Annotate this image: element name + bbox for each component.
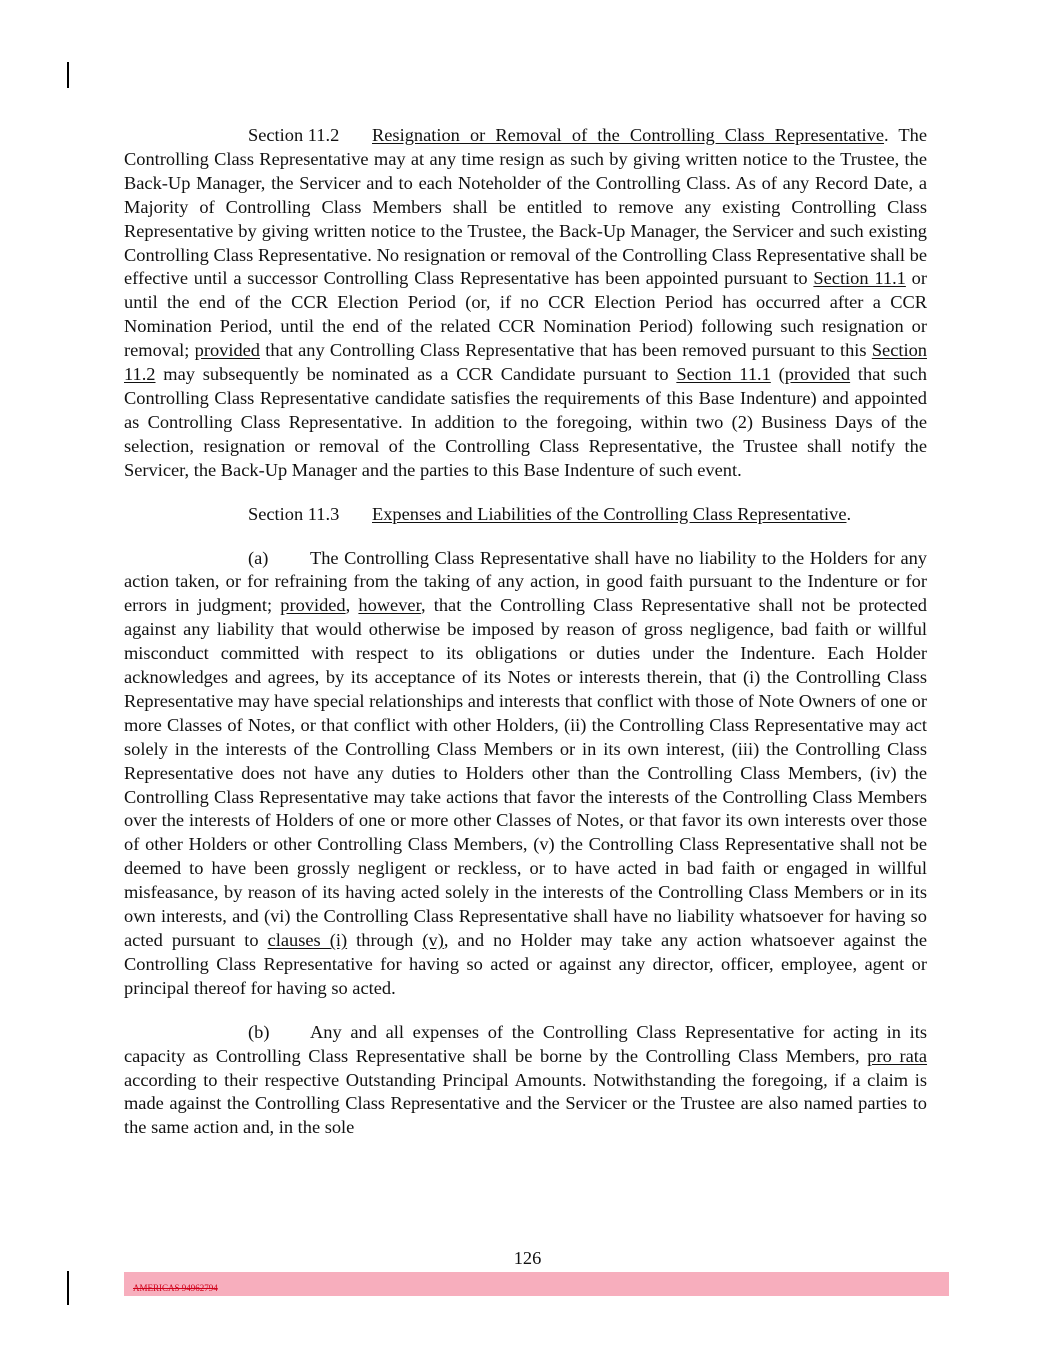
cross-reference: Section 11.1 xyxy=(676,364,771,385)
paragraph-b-text: Any and all expenses of the Controlling Class Representative for acting in its capacity as Controlling Class Representative shall be borne by the Controlling Class Members, xyxy=(124,1021,927,1066)
section-11-2-text: that such Controlling Class Representative candidate satisfies the requirements of this Base Indenture) and appointed as Controlling Class Representative. In addition to the foregoing, within two (2) Business Days of the selection, resignation or removal of the Controlling Class Representative, the Trustee shall notify the Servicer, the Back-Up Manager and the parties to this Base Indenture of such event. xyxy=(124,364,927,480)
section-11-2-number: Section 11.2 xyxy=(248,125,340,145)
revision-bar-bottom xyxy=(67,1271,69,1305)
section-11-2-text: ( xyxy=(770,364,785,385)
latin-term: pro rata xyxy=(867,1045,928,1066)
paragraph-a: (a) The Controlling Class Representative shall have no liability to the Holders for any action taken, or for refraining from the taking of any action, in good faith pursuant to the Indenture or for errors in judgment; provided, however, that the Controlling Class Representative shall not be protected against any liability that would otherwise be imposed by reason of gross negligence, bad faith or willful misconduct committed with respect to its obligations or duties under the Indenture. Each Holder acknowledges and agrees, by its acceptance of its Notes or interests therein, that (i) the Controlling Class Representative may have special relationships and interests that conflict with those of Note Owners of one or more Classes of Notes, or that conflict with other Holders, (ii) the Controlling Class Representative may act solely in the interests of the Controlling Class Members or in its own interest, (iii) the Controlling Class Representative does not have any duties to Holders other than the Controlling Class Members, (iv) the Controlling Class Representative may take actions that favor the interests of the Controlling Class Members over the interests of Holders of one or more other Classes of Notes, or that favor its own interests over those of other Holders or other Controlling Class Members, (v) the Controlling Class Representative shall not be deemed to have been grossly negligent or reckless, or to have acted in bad faith or engaged in willful misfeasance, by reason of its having acted solely in the interests of the Controlling Class Members or in its own interests, and (vi) the Controlling Class Representative shall have no liability whatsoever for having so acted pursuant to clauses (i) through (v), and no Holder may take any action whatsoever against the Controlling Class Representative for having so acted or against any director, officer, employee, agent or principal thereof for having so acted. xyxy=(124,547,928,998)
section-11-3-title: Expenses and Liabilities of the Controlling Class Representative xyxy=(372,503,847,524)
paragraph-b-label: (b) xyxy=(248,1021,270,1042)
proviso-term: provided xyxy=(280,595,346,616)
paragraph-a-text: , and no Holder may take any action whatsoever against the Controlling Class Representative for having so acted or against any director, officer, employee, agent or principal thereof for having so acted. xyxy=(124,930,928,998)
paragraph-b-text: according to their respective Outstanding Principal Amounts. Notwithstanding the foregoing, if a claim is made against the Controlling Class Representative and the Servicer or the Trustee are also named parties to the same action and, in the sole xyxy=(124,1069,927,1138)
page-number: 126 xyxy=(513,1248,542,1268)
cross-reference: Section 11.2 xyxy=(124,340,927,385)
cross-reference: (v) xyxy=(422,930,444,950)
section-11-2-paragraph: Section 11.2 Resignation or Removal of the Controlling Class Representative. The Controlling Class Representative may at any time resign as such by giving written notice to the Trustee, the Back-Up Manager, the Servicer and to each Noteholder of the Controlling Class. As of any Record Date, a Majority of Controlling Class Members shall be entitled to remove any existing Controlling Class Representative by giving written notice to the Trustee, the Back-Up Manager, the Servicer and such existing Controlling Class Representative. No resignation or removal of the Controlling Class Representative shall be effective until a successor Controlling Class Representative has been appointed pursuant to Section 11.1 or until the end of the CCR Election Period (or, if no CCR Election Period has occurred after a CCR Nomination Period, until the end of the related CCR Nomination Period) following such resignation or removal; provided that any Controlling Class Representative that has been removed pursuant to this Section 11.2 may subsequently be nominated as a CCR Candidate pursuant to Section 11.1 (provided that such Controlling Class Representative candidate satisfies the requirements of this Base Indenture) and appointed as Controlling Class Representative. In addition to the foregoing, within two (2) Business Days of the selection, resignation or removal of the Controlling Class Representative, the Trustee shall notify the Servicer, the Back-Up Manager and the parties to this Base Indenture of such event. xyxy=(124,125,928,480)
footer-band xyxy=(124,1272,949,1296)
section-11-3-heading: Section 11.3 Expenses and Liabilities of the Controlling Class Representative. xyxy=(124,503,927,527)
cross-reference: clauses (i) xyxy=(267,930,348,950)
paragraph-a-text: , that the Controlling Class Representative shall not be protected against any liability that would otherwise be imposed by reason of gross negligence, bad faith or willful misconduct committed with respect to its obligations or duties under the Indenture. Each Holder acknowledges and agrees, by its acceptance of its Notes or interests therein, that (i) the Controlling Class Representative may have special relationships and interests that conflict with those of Note Owners of one or more Classes of Notes, or that conflict with other Holders, (ii) the Controlling Class Representative may act solely in the interests of the Controlling Class Members or in its own interest, (iii) the Controlling Class Representative does not have any duties to Holders other than the Controlling Class Members, (iv) the Controlling Class Representative may take actions that favor the interests of the Controlling Class Members over the interests of Holders of one or more other Classes of Notes, or that favor its own interests over those of other Holders or other Controlling Class Members, (v) the Controlling Class Representative shall not be deemed to have been grossly negligent or reckless, or to have acted in bad faith or engaged in willful misfeasance, by reason of its having acted solely in the interests of the Controlling Class Members or in its own interests, and (vi) the Controlling Class Representative shall have no liability whatsoever for having so acted pursuant to xyxy=(124,595,927,950)
section-11-2-title: Resignation or Removal of the Controlling Class Representative xyxy=(372,125,885,145)
cross-reference: Section 11.1 xyxy=(813,268,906,289)
section-11-2-text: The Controlling Class Representative may at any time resign as such by giving written notice to the Trustee, the Back-Up Manager, the Servicer and to each Noteholder of the Controlling Class. As of any Record Date, a Majority of Controlling Class Members shall be entitled to remove any existing Controlling Class Representative by giving written notice to the Trustee, the Back-Up Manager, the Servicer and such existing Controlling Class Representative. No resignation or removal of the Controlling Class Representative shall be effective until a successor Controlling Class Representative has been appointed pursuant to xyxy=(124,125,927,289)
paragraph-b xyxy=(124,1021,927,1141)
paragraph-a-label: (a) xyxy=(248,547,269,568)
proviso-term: provided xyxy=(194,340,260,361)
section-11-2-text: may subsequently be nominated as a CCR Candidate pursuant to xyxy=(155,364,677,385)
paragraph-a-text: The Controlling Class Representative shall have no liability to the Holders for any action taken, or for refraining from the taking of any action, in good faith pursuant to the Indenture or for errors in judgment; xyxy=(124,547,927,616)
section-11-2-text: that any Controlling Class Representative that has been removed pursuant to this xyxy=(260,340,872,361)
revision-bar-top xyxy=(67,62,69,88)
paragraph-a-text: through xyxy=(347,930,423,950)
document-id: AMERICAS 94962794 xyxy=(133,1283,218,1293)
section-11-3-number: Section 11.3 xyxy=(248,503,340,524)
section-11-2-text: or until the end of the CCR Election Period (or, if no CCR Election Period has occurred after a CCR Nomination Period, until the end of the related CCR Nomination Period) following such resignation or removal; xyxy=(124,268,928,361)
proviso-term: however xyxy=(358,595,421,616)
proviso-term: provided xyxy=(784,364,851,385)
document-body xyxy=(124,124,927,1140)
